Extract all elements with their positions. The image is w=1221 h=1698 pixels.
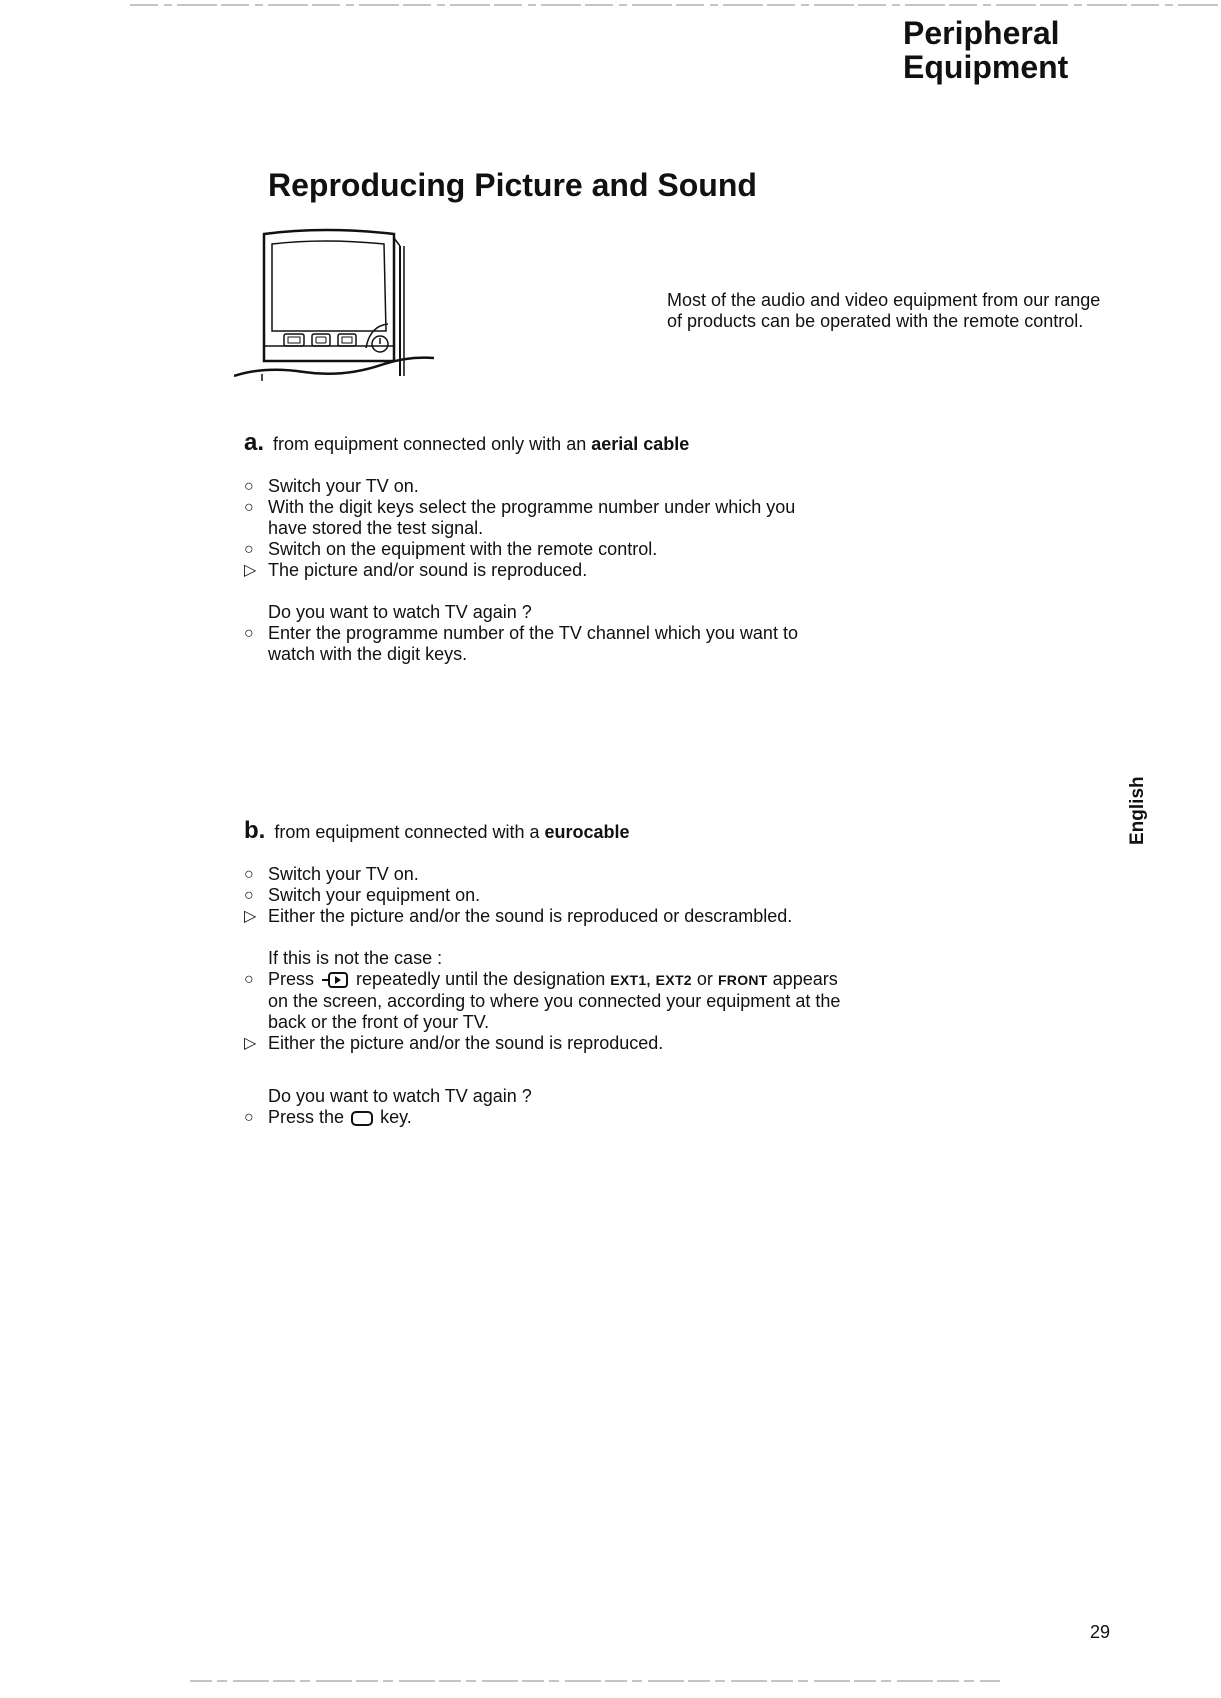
ext1-label: EXT1, (610, 972, 651, 988)
section-b (244, 817, 904, 1128)
section-a-letter: a. (244, 429, 265, 456)
section-a-enter-step-cont: watch with the digit keys. (268, 644, 468, 664)
triangle-arrow-icon: ▷ (244, 1035, 257, 1052)
section-b-watch-again: Do you want to watch TV again ? (268, 1086, 532, 1106)
bullet-circle-icon: ○ (244, 1109, 254, 1126)
page-title: Reproducing Picture and Sound (268, 167, 757, 203)
bullet-circle-icon: ○ (244, 971, 254, 988)
section-a-step-1: ○ Switch your TV on. (244, 476, 419, 496)
section-b-heading-keyword: eurocable (544, 822, 630, 842)
intro-text: Most of the audio and video equipment from our range of products can be operated with the remote control. (667, 290, 1101, 331)
section-a-step-2-cont: have stored the test signal. (268, 518, 484, 538)
section-b-heading-text: from equipment connected with a (274, 822, 540, 842)
bottom-scan-edge (0, 1678, 1221, 1684)
front-label: FRONT (717, 972, 768, 988)
bullet-circle-icon: ○ (244, 541, 254, 558)
section-b-step-2: ○ Switch your equipment on. (244, 885, 481, 905)
section-a-heading-text: from equipment connected only with an (273, 434, 587, 454)
external-source-key-icon (321, 971, 349, 989)
bullet-circle-icon: ○ (244, 478, 254, 495)
ext2-label: EXT2 (655, 972, 692, 988)
section-title-line2: Equipment (903, 49, 1069, 85)
section-b-not-case: If this is not the case : (268, 948, 443, 968)
section-a-step-3: ○ Switch on the equipment with the remote control. (244, 539, 658, 559)
section-title (903, 16, 1068, 84)
section-a-step-2: ○ With the digit keys select the programme number under which you (244, 497, 796, 517)
section-b-press-step: ○ Press repeatedly until the designation EXT1, EXT2 or FRONT appears (244, 969, 838, 989)
section-a-heading (244, 429, 904, 456)
bullet-circle-icon: ○ (244, 499, 254, 516)
section-a-enter-step: ○ Enter the programme number of the TV channel which you want to (244, 623, 798, 643)
section-a-result: ▷ The picture and/or sound is reproduced. (244, 560, 588, 580)
top-scan-edge (0, 2, 1221, 8)
triangle-arrow-icon: ▷ (244, 562, 257, 579)
section-a (244, 429, 904, 665)
section-title-line1: Peripheral (903, 15, 1060, 51)
section-a-watch-again: Do you want to watch TV again ? (268, 602, 532, 622)
section-a-heading-keyword: aerial cable (591, 434, 690, 454)
section-b-heading (244, 817, 904, 844)
tv-key-icon (351, 1111, 373, 1126)
section-b-press-key-step: ○ Press the key. (244, 1107, 412, 1127)
bullet-circle-icon: ○ (244, 866, 254, 883)
tv-illustration (234, 226, 464, 386)
bullet-circle-icon: ○ (244, 887, 254, 904)
language-tab: English (1127, 776, 1148, 845)
bullet-circle-icon: ○ (244, 625, 254, 642)
section-b-result-2: ▷ Either the picture and/or the sound is reproduced. (244, 1033, 664, 1053)
page-number: 29 (1090, 1622, 1111, 1642)
triangle-arrow-icon: ▷ (244, 908, 257, 925)
section-b-press-step-cont-1: on the screen, according to where you connected your equipment at the (268, 991, 841, 1011)
section-b-step-1: ○ Switch your TV on. (244, 864, 419, 884)
section-b-result-1: ▷ Either the picture and/or the sound is reproduced or descrambled. (244, 906, 793, 926)
section-b-press-step-cont-2: back or the front of your TV. (268, 1012, 490, 1032)
section-b-letter: b. (244, 817, 266, 844)
